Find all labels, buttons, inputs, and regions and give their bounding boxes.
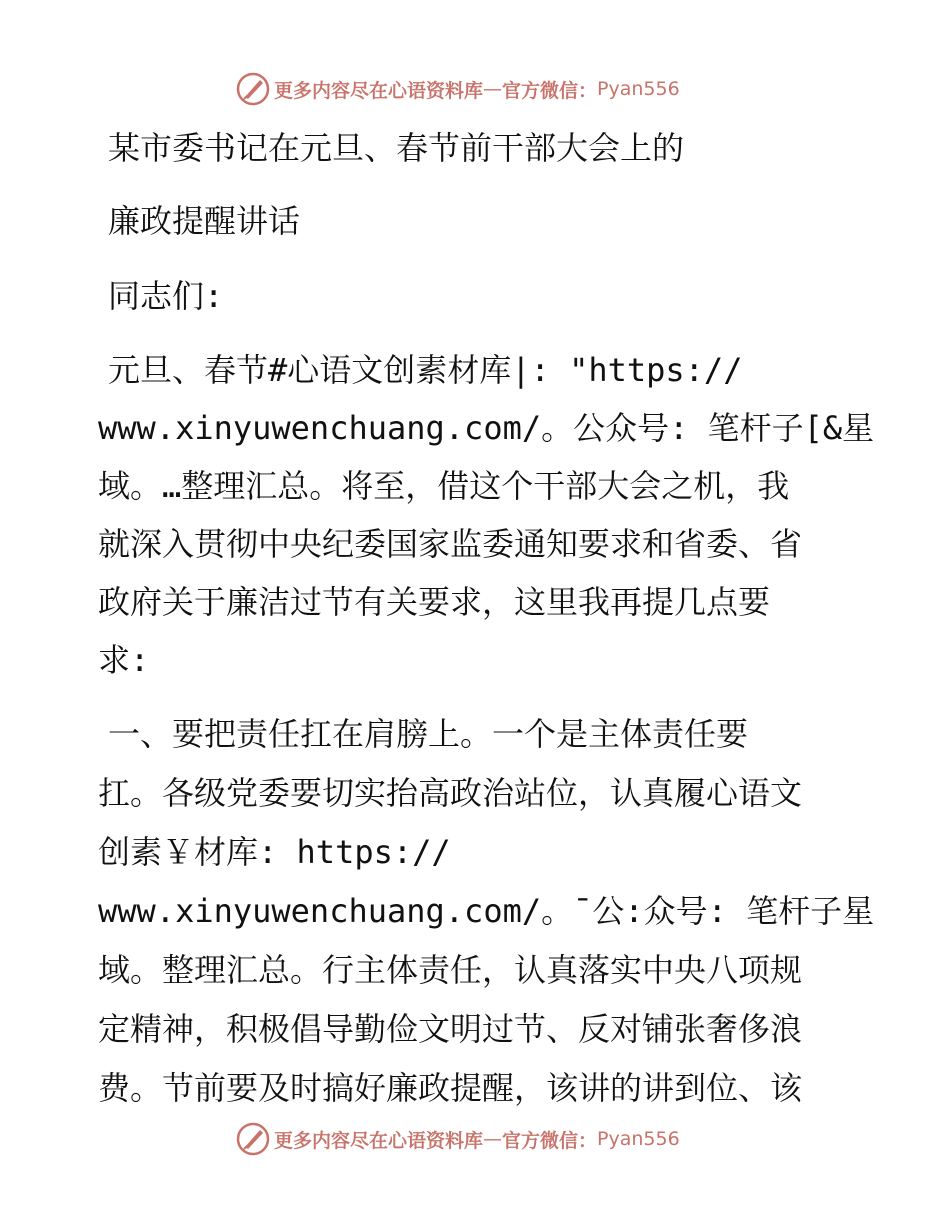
- paragraph-line: 一、要把责任扛在肩膀上。一个是主体责任要: [108, 715, 749, 753]
- paragraph-line: 元旦、春节#心语文创素材库|: "https://: [108, 351, 743, 389]
- paragraph-line: www.xinyuwenchuang.com/。公众号: 笔杆子[&星: [98, 409, 875, 447]
- paragraph-line: 创素￥材库: https://: [98, 833, 451, 871]
- title-line-1: 某市委书记在元旦、春节前干部大会上的: [108, 129, 685, 167]
- header-watermark: [236, 72, 680, 106]
- watermark-contact: 官方微信：: [502, 79, 598, 102]
- watermark-account: Pyan556: [597, 1128, 680, 1150]
- paragraph-line: 政府关于廉洁过节有关要求，这里我再提几点要: [98, 583, 771, 621]
- watermark-text: 更多内容尽在心语资料库: [274, 1129, 484, 1152]
- salutation: 同志们:: [108, 277, 224, 315]
- paragraph-line: 费。节前要及时搞好廉政提醒，该讲的讲到位、该: [98, 1069, 803, 1107]
- paragraph-line: www.xinyuwenchuang.com/。¯公:众号: 笔杆子星: [98, 892, 875, 930]
- watermark-contact: 官方微信：: [502, 1129, 598, 1152]
- paragraph-line: 定精神，积极倡导勤俭文明过节、反对铺张奢侈浪: [98, 1010, 803, 1048]
- paragraph-line: 扛。各级党委要切实抬高政治站位，认真履心语文: [98, 774, 803, 812]
- watermark-dash: —: [483, 1128, 503, 1150]
- quill-logo-icon: [236, 72, 270, 106]
- paragraph-line: 域。…整理汇总。将至，借这个干部大会之机，我: [98, 467, 790, 505]
- watermark-account: Pyan556: [597, 78, 680, 100]
- paragraph-line: 就深入贯彻中央纪委国家监委通知要求和省委、省: [98, 525, 803, 563]
- watermark-text: 更多内容尽在心语资料库: [274, 79, 484, 102]
- title-line-2: 廉政提醒讲话: [108, 202, 301, 240]
- watermark-dash: —: [483, 78, 503, 100]
- quill-logo-icon: [236, 1122, 270, 1156]
- footer-watermark: [236, 1122, 680, 1156]
- paragraph-line: 域。整理汇总。行主体责任，认真落实中央八项规: [98, 951, 803, 989]
- paragraph-line: 求:: [98, 641, 150, 679]
